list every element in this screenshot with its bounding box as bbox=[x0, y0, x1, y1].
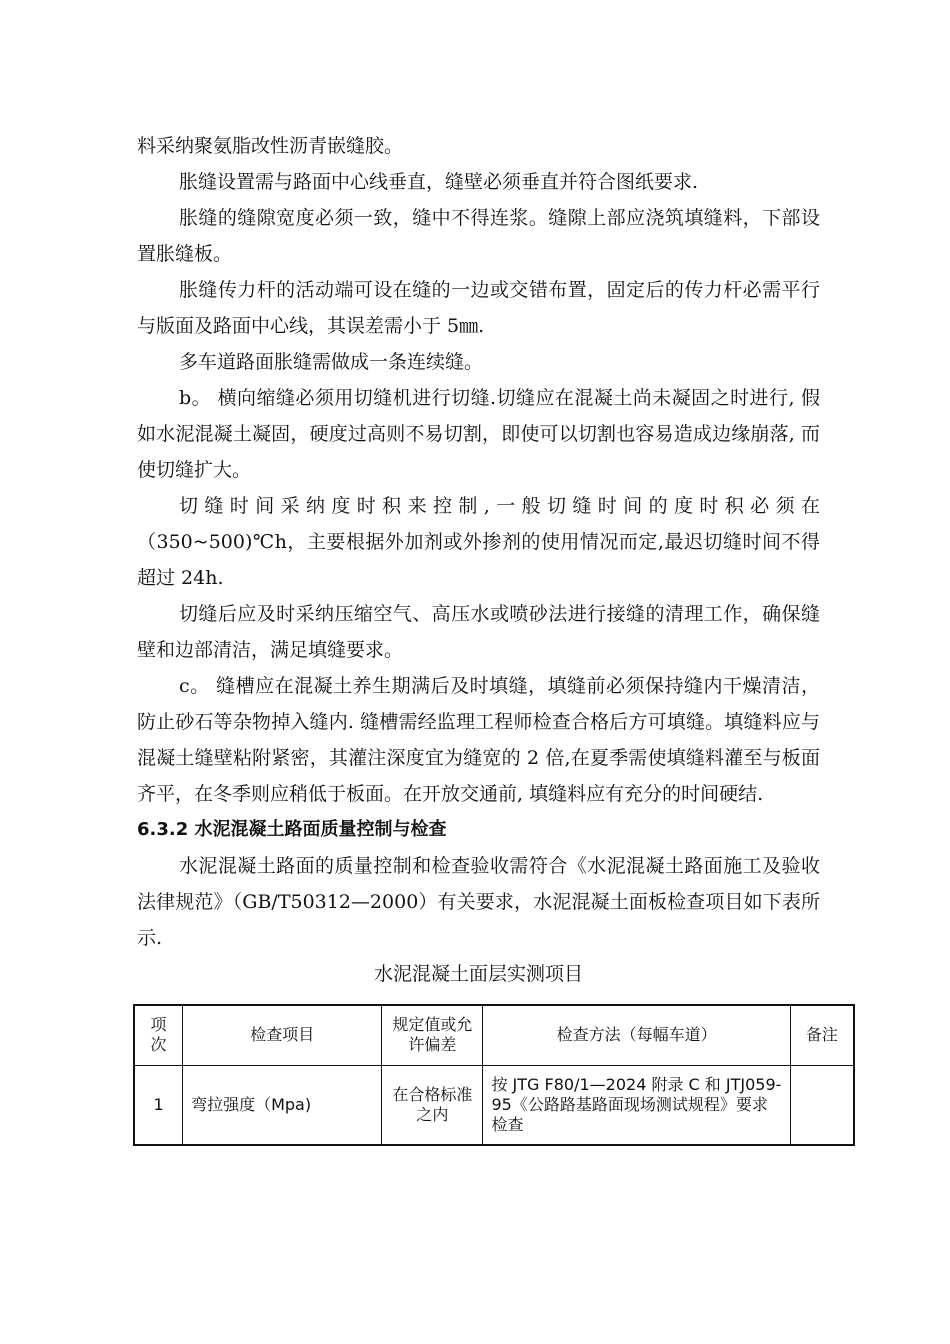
paragraph-3: 胀缝的缝隙宽度必须一致，缝中不得连浆。缝隙上部应浇筑填缝料，下部设置胀缝板。 bbox=[137, 207, 820, 265]
cell-remark bbox=[790, 1065, 854, 1145]
header-tolerance: 规定值或允许偏差 bbox=[382, 1005, 483, 1065]
paragraph-7: 切缝时间采纳度时积来控制,一般切缝时间的度时积必须在（350~500)℃h，主要根据外加剂或外掺剂的使用情况而定,最迟切缝时间不得超过 24h. bbox=[137, 495, 820, 589]
paragraph-2: 胀缝设置需与路面中心线垂直，缝壁必须垂直并符合图纸要求. bbox=[179, 171, 699, 193]
cell-tolerance: 在合格标准之内 bbox=[382, 1065, 483, 1145]
header-remark: 备注 bbox=[790, 1005, 854, 1065]
header-item: 检查项目 bbox=[183, 1005, 382, 1065]
paragraph-4: 胀缝传力杆的活动端可设在缝的一边或交错布置，固定后的传力杆必需平行与版面及路面中心线，其误差需小于 5㎜. bbox=[137, 279, 820, 337]
paragraph-5: 多车道路面胀缝需做成一条连续缝。 bbox=[179, 351, 484, 373]
header-method: 检查方法（每幅车道） bbox=[483, 1005, 790, 1065]
header-no: 项次 bbox=[134, 1005, 183, 1065]
cell-method: 按 JTG F80/1—2024 附录 C 和 JTJ059-95《公路路基路面现场测试规程》要求检查 bbox=[483, 1065, 790, 1145]
inspection-table bbox=[133, 1004, 855, 1146]
paragraph-6: b。 横向缩缝必须用切缝机进行切缝.切缝应在混凝土尚未凝固之时进行, 假如水泥混凝土凝固，硬度过高则不易切割，即使可以切割也容易造成边缘崩落, 而使切缝扩大。 bbox=[137, 387, 820, 481]
section-heading: 6.3.2 水泥混凝土路面质量控制与检查 bbox=[137, 819, 447, 840]
cell-item: 弯拉强度（Mpa) bbox=[183, 1065, 382, 1145]
section-paragraph: 水泥混凝土路面的质量控制和检查验收需符合《水泥混凝土路面施工及验收法律规范》（GB/T50312—2000）有关要求，水泥混凝土面板检查项目如下表所示. bbox=[137, 855, 820, 949]
table-title: 水泥混凝土面层实测项目 bbox=[373, 963, 583, 985]
table-row bbox=[134, 1065, 854, 1145]
paragraph-8: 切缝后应及时采纳压缩空气、高压水或喷砂法进行接缝的清理工作，确保缝壁和边部清洁，满足填缝要求。 bbox=[137, 603, 820, 661]
cell-no: 1 bbox=[134, 1065, 183, 1145]
table-header-row bbox=[134, 1005, 854, 1065]
paragraph-9: c。 缝槽应在混凝土养生期满后及时填缝，填缝前必须保持缝内干燥清洁，防止砂石等杂物掉入缝内. 缝槽需经监理工程师检查合格后方可填缝。填缝料应与混凝土缝壁粘附紧密，其灌注深度宜为缝宽的 2 倍,在夏季需使填缝料灌至与板面齐平，在冬季则应稍低于板面。在开放交通前, 填缝料应有充分的时间硬结. bbox=[137, 675, 820, 805]
paragraph-1: 料采纳聚氨脂改性沥青嵌缝胶。 bbox=[137, 135, 404, 157]
document-body bbox=[137, 128, 820, 992]
